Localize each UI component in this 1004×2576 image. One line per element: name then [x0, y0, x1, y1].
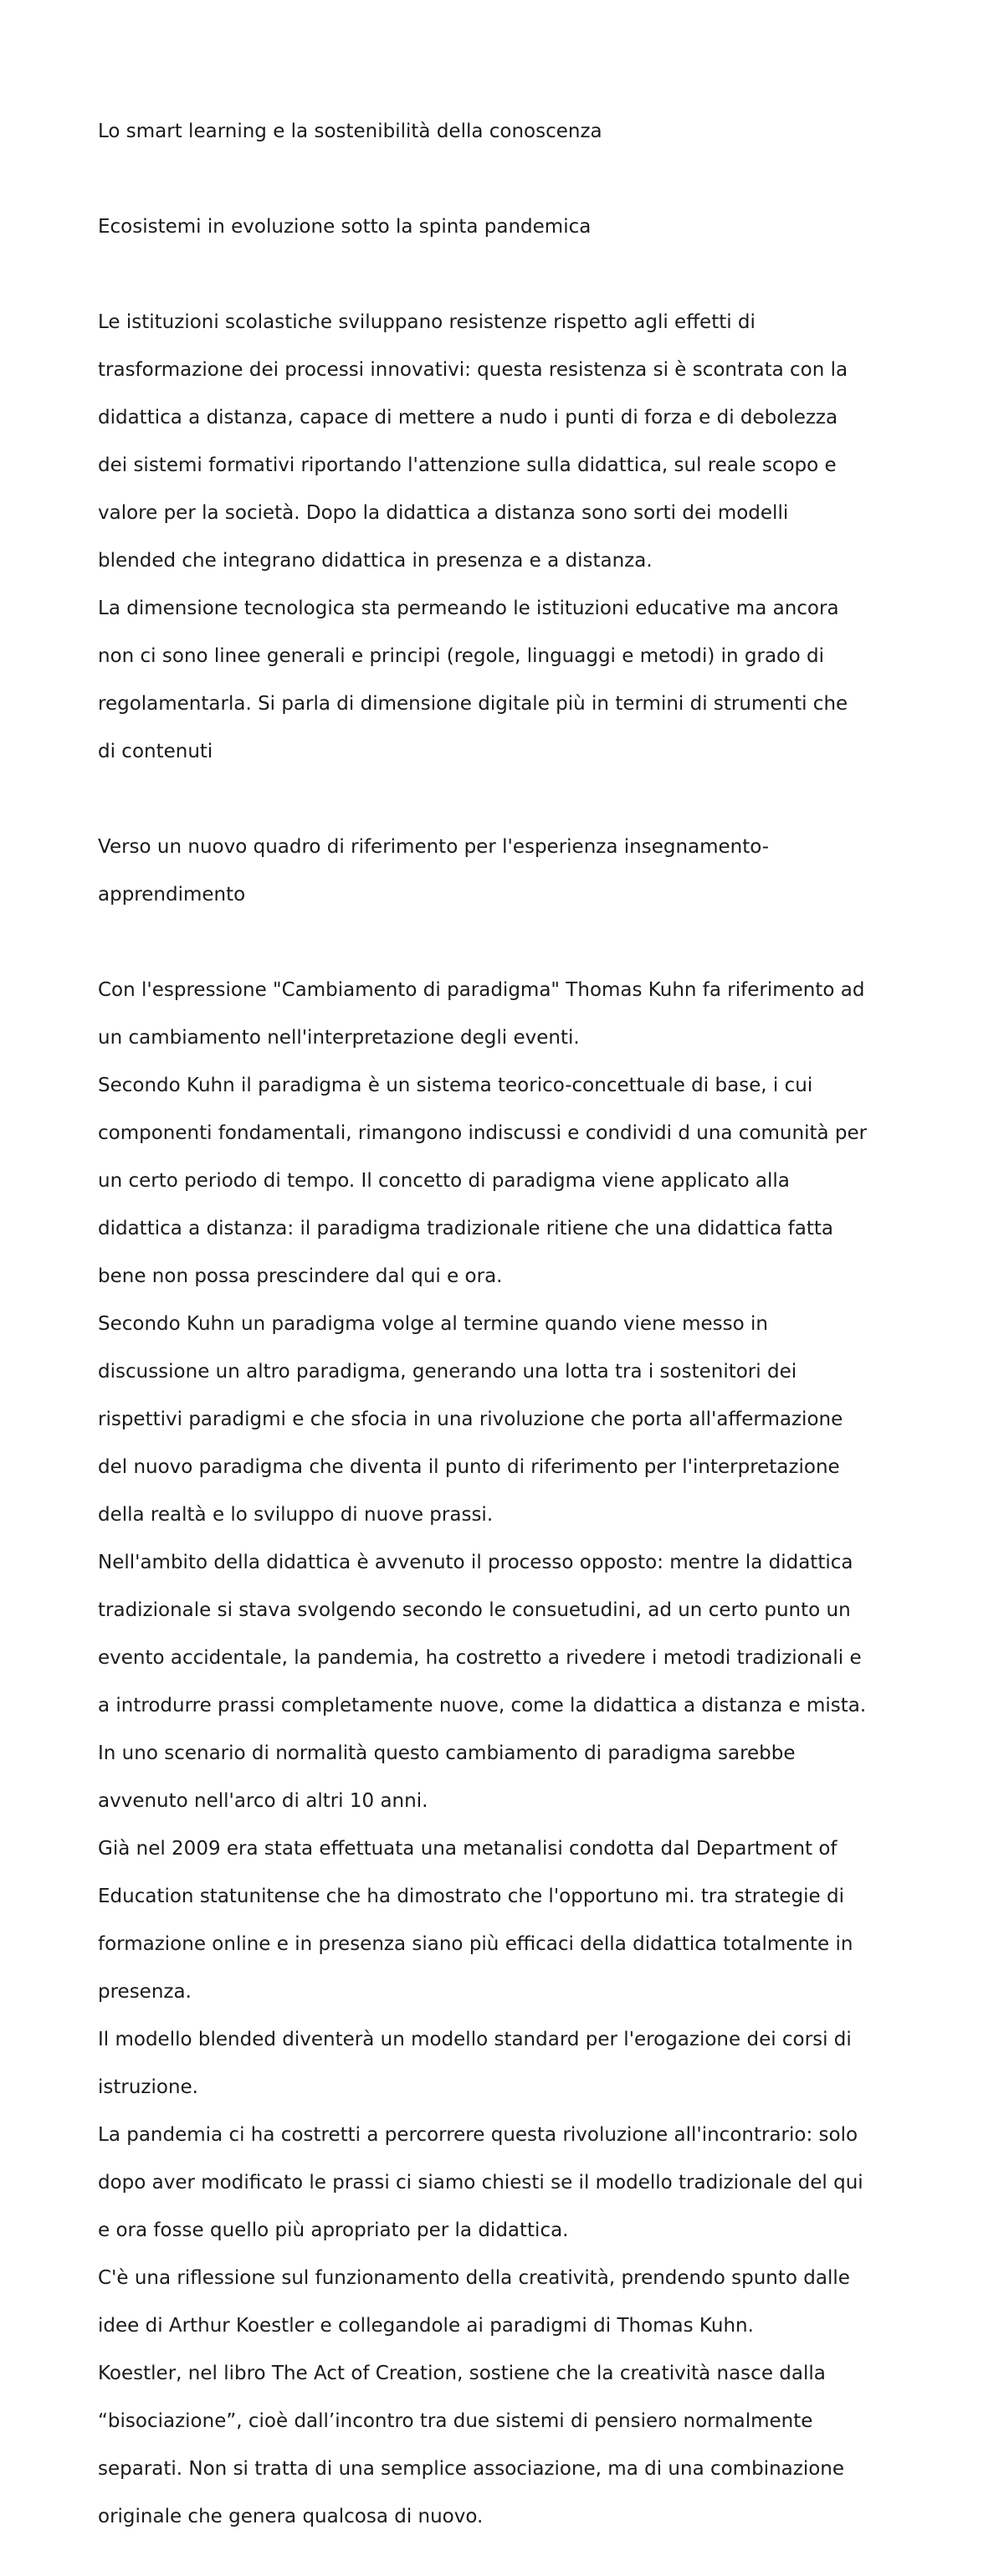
section-heading-ecosistemi: Ecosistemi in evoluzione sotto la spinta pandemica [98, 215, 592, 238]
text-line: bene non possa prescindere dal qui e ora. [98, 1265, 503, 1287]
text-line: del nuovo paradigma che diventa il punto di riferimento per l'interpretazione [98, 1455, 840, 1478]
text-line: separati. Non si tratta di una semplice associazione, ma di una combinazione [98, 2457, 845, 2480]
text-line: valore per la società. Dopo la didattica a distanza sono sorti dei modelli [98, 501, 789, 524]
text-line: rispettivi paradigmi e che sfocia in una rivoluzione che porta all'affermazione [98, 1408, 843, 1430]
text-line: didattica a distanza: il paradigma tradizionale ritiene che una didattica fatta [98, 1217, 833, 1239]
text-line: tradizionale si stava svolgendo secondo le consuetudini, ad un certo punto un [98, 1598, 851, 1621]
section-body-ecosistemi [98, 286, 935, 788]
text-line: Education statunitense che ha dimostrato che l'opportuno mi. tra strategie di [98, 1885, 844, 1907]
text-line: Koestler, nel libro The Act of Creation, sostiene che la creatività nasce dalla [98, 2362, 826, 2384]
text-line: “bisociazione”, cioè dall’incontro tra due sistemi di pensiero normalmente [98, 2409, 813, 2432]
text-line: trasformazione dei processi innovativi: questa resistenza si è scontrata con la [98, 358, 848, 381]
text-line: della realtà e lo sviluppo di nuove prassi. [98, 1503, 494, 1526]
text-line: Il modello blended diventerà un modello standard per l'erogazione dei corsi di [98, 2028, 852, 2050]
heading-line: Verso un nuovo quadro di riferimento per l'esperienza insegnamento- [98, 835, 770, 858]
text-line: blended che integrano didattica in presenza e a distanza. [98, 549, 653, 572]
text-line: evento accidentale, la pandemia, ha costretto a rivedere i metodi tradizionali e [98, 1646, 862, 1669]
text-line: un certo periodo di tempo. Il concetto di paradigma viene applicato alla [98, 1169, 790, 1192]
text-line: La pandemia ci ha costretti a percorrere questa rivoluzione all'incontrario: solo [98, 2123, 858, 2146]
text-line: dopo aver modificato le prassi ci siamo chiesti se il modello tradizionale del qui [98, 2171, 863, 2194]
text-line: e ora fosse quello più apropriato per la didattica. [98, 2219, 569, 2241]
text-line: componenti fondamentali, rimangono indiscussi e condividi d una comunità per [98, 1121, 868, 1144]
text-line: Con l'espressione "Cambiamento di paradigma" Thomas Kuhn fa riferimento ad [98, 978, 865, 1001]
section-body-quadro-riferimento [98, 954, 935, 2553]
section-heading-quadro-riferimento [98, 811, 935, 931]
text-line: La dimensione tecnologica sta permeando le istituzioni educative ma ancora [98, 597, 839, 619]
text-line: discussione un altro paradigma, generando una lotta tra i sostenitori dei [98, 1360, 797, 1383]
heading-line: apprendimento [98, 883, 246, 906]
text-line: idee di Arthur Koestler e collegandole ai paradigmi di Thomas Kuhn. [98, 2314, 754, 2337]
text-line: Già nel 2009 era stata effettuata una metanalisi condotta dal Department of [98, 1837, 838, 1860]
text-line: originale che genera qualcosa di nuovo. [98, 2505, 484, 2527]
text-line: C'è una riflessione sul funzionamento della creatività, prendendo spunto dalle [98, 2266, 850, 2289]
text-line: dei sistemi formativi riportando l'attenzione sulla didattica, sul reale scopo e [98, 454, 837, 476]
text-line: formazione online e in presenza siano più efficaci della didattica totalmente in [98, 1932, 853, 1955]
text-line: regolamentarla. Si parla di dimensione digitale più in termini di strumenti che [98, 692, 848, 715]
text-line: Secondo Kuhn il paradigma è un sistema teorico-concettuale di base, i cui [98, 1074, 813, 1096]
text-line: Secondo Kuhn un paradigma volge al termine quando viene messo in [98, 1312, 768, 1335]
text-line: un cambiamento nell'interpretazione degli eventi. [98, 1026, 580, 1049]
text-line: non ci sono linee generali e principi (regole, linguaggi e metodi) in grado di [98, 644, 825, 667]
text-line: di contenuti [98, 740, 213, 762]
text-line: avvenuto nell'arco di altri 10 anni. [98, 1789, 428, 1812]
document-page [98, 95, 935, 2576]
document-title: Lo smart learning e la sostenibilità della conoscenza [98, 120, 602, 142]
text-line: a introdurre prassi completamente nuove, come la didattica a distanza e mista. [98, 1694, 867, 1716]
text-line: presenza. [98, 1980, 192, 2003]
text-line: Le istituzioni scolastiche sviluppano resistenze rispetto agli effetti di [98, 310, 756, 333]
text-line: In uno scenario di normalità questo cambiamento di paradigma sarebbe [98, 1742, 796, 1764]
text-line: didattica a distanza, capace di mettere a nudo i punti di forza e di debolezza [98, 406, 838, 428]
text-line: Nell'ambito della didattica è avvenuto il processo opposto: mentre la didattica [98, 1551, 853, 1573]
text-line: istruzione. [98, 2076, 198, 2098]
